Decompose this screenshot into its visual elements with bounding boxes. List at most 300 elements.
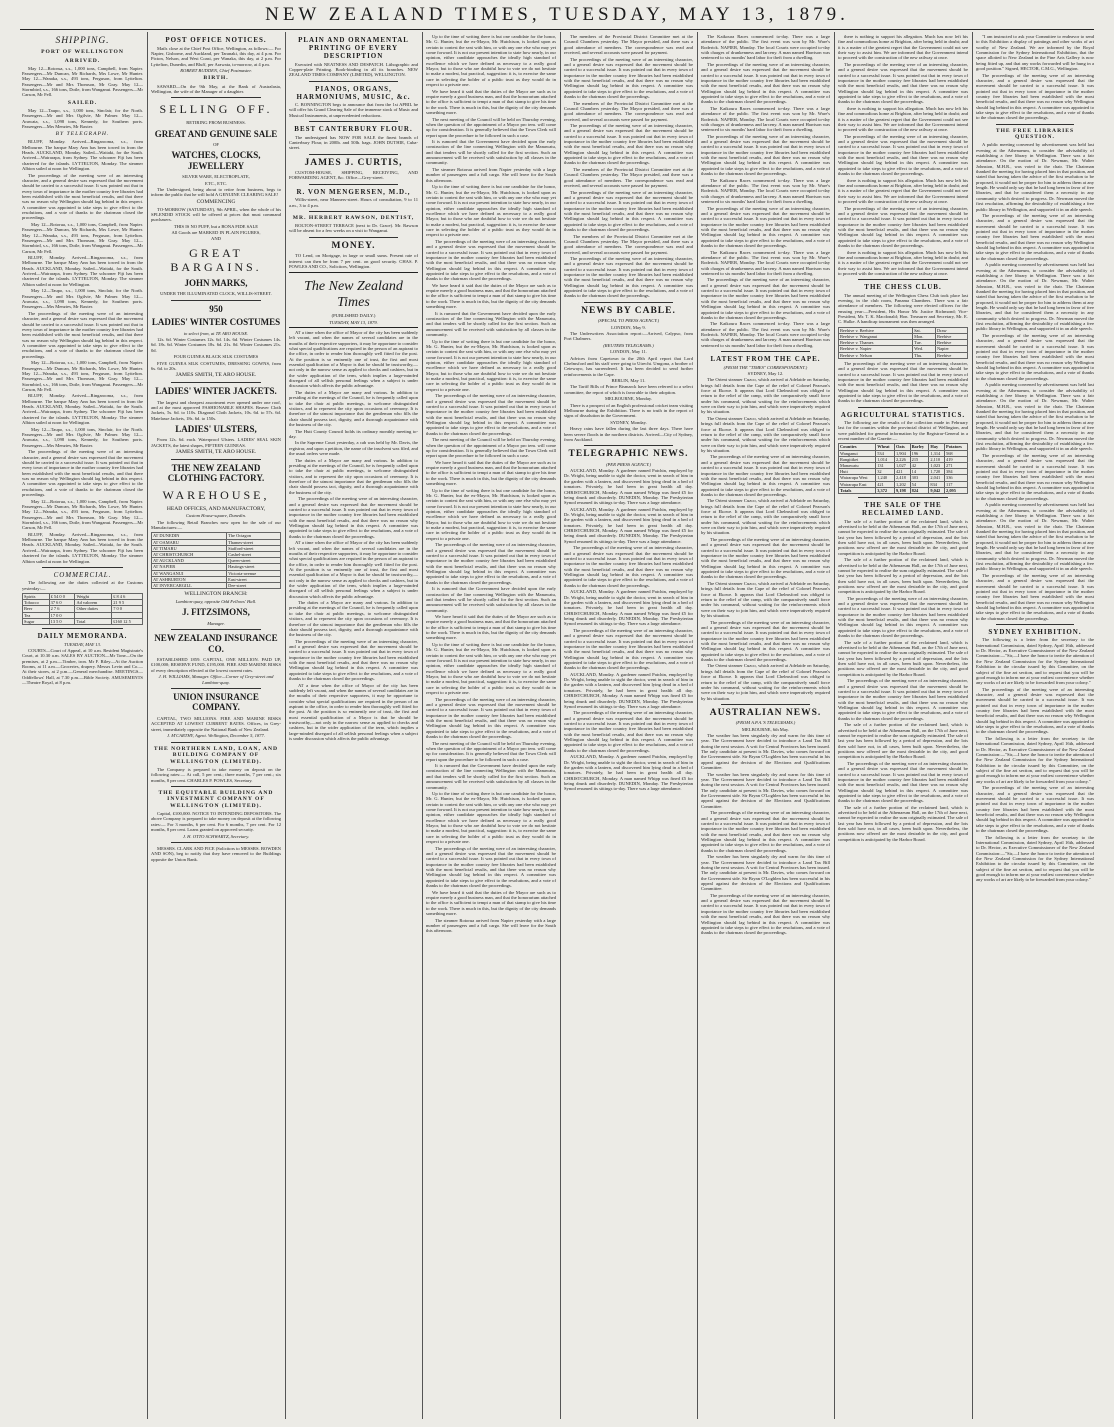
table-cell: 421	[876, 481, 895, 487]
filler-block: The sale of a further portion of the reclaimed land, which is advertised to be held at the Athenaeum Hall, on the 17th of June next, cannot be expected to realise the sum originally estimated. The sale of last year has been followed by a period of depression, and the lots then sold have not, in all cases, been built upon. Nevertheless, the positions now offered are the most desirable in the city, and good competition is anticipated by the Harbor Board. The proceedings of the meeting were of an interesting character, and a general desire was expressed that the movement should be carried to a successful issue. It was pointed out that in every town of importance in the mother country free libraries had been established with the most beneficial results, and that there was no reason why Wellington should lag behind in this respect. A committee was appointed to take steps to give effect to the resolutions, and a vote of thanks to the chairman closed the proceedings. The sale of a further portion of the reclaimed land, which is advertised to be held at the Athenaeum Hall, on the 17th of June next, cannot be expected to realise the sum originally estimated. The sale of last year has been followed by a period of depression, and the lots then sold have not, in all cases, been built upon. Nevertheless, the positions now offered are the most desirable in the city, and good competition is anticipated by the Harbor Board. The proceedings of the meeting were of an interesting character, and a general desire was expressed that the movement should be carried to a successful issue. It was pointed out that in every town of importance in the mother country free libraries had been established with the most beneficial results, and that there was no reason why Wellington should lag behind in this respect. A committee was appointed to take steps to give effect to the resolutions, and a vote of thanks to the chairman closed the proceedings. The sale of a further portion of the reclaimed land, which is advertised to be held at the Athenaeum Hall, on the 17th of June next, cannot be expected to realise the sum originally estimated. The sale of last year has been followed by a period of depression, and the lots then sold have not, in all cases, been built upon. Nevertheless, the positions now offered are the most desirable in the city, and good competition is anticipated by the Harbor Board. The proceedings of the meeting were of an interesting character, and a general desire was expressed that the movement should be carried to a successful issue. It was pointed out that in every town of importance in the mother country free libraries had been established with the most beneficial results, and that there was no reason why Wellington should lag behind in this respect. A committee was appointed to take steps to give effect to the resolutions, and a vote of thanks to the chairman closed the proceedings. The sale of a further portion of the reclaimed land, which is advertised to be held at the Athenaeum Hall, on the 17th of June next, cannot be expected to realise the sum originally estimated. The sale of last year has been followed by a period of depression, and the lots then sold have not, in all cases, been built upon. Nevertheless, the positions now offered are the most desirable in the city, and good competition is anticipated by the Harbor Board.	[838, 557, 968, 842]
shipping-heading: SHIPPING.	[55, 36, 110, 46]
separator	[584, 302, 673, 303]
agri-row	[839, 456, 968, 462]
australian-sub: (FROM A.P.A.'S TELEGRAMS.)	[735, 720, 796, 726]
table-cell: 1,240	[876, 475, 895, 481]
published-line: (PUBLISHED DAILY.)	[331, 313, 376, 319]
flour-heading: BEST CANTERBURY FLOUR.	[294, 125, 413, 134]
commercial-heading: COMMERCIAL.	[53, 570, 112, 579]
cable-text-5: Heavy rains have fallen during the last three days. There have been severe floods in the northern districts. Arrived—City of Sydney, from Auckland.	[564, 426, 693, 442]
equitable-text: Capital, £100,000. NOTICE TO INTENDING DEPOSITORS. The above Company is prepared to take money on deposit at the following rates:— For 3 months, 6 per cent. For 6 months, 7 per cent. For 12 months, 8 per cent. Loans granted on approved security.	[151, 811, 281, 833]
reclaimed-land-text: The sale of a further portion of the reclaimed land, which is advertised to be held at the Athenaeum Hall, on the 17th of June next, cannot be expected to realise the sum originally estimated. The sale of last year has been followed by a period of depression, and the lots then sold have not, in all cases, been built upon. Nevertheless, the positions now offered are the most desirable in the city, and good competition is anticipated by the Harbor Board.	[838, 518, 968, 556]
union-text: CAPITAL, TWO MILLIONS. FIRE AND MARINE RISKS ACCEPTED AT LOWEST CURRENT RATES. Offices, in Grey-street, immediately opposite the National Bank of New Zealand.	[151, 715, 281, 732]
sydney-exhibition-text: The following is a letter from the secretary to the International Commission, dated Sydney, April 16th, addressed to Dr. Hector, as Executive Commissioner of the New Zealand Commission:—"Sir,—I have the honor to invite the attention of the New Zealand Commission for the Sydney International Exhibition to the circular issued by this Committee, on the subject of the fine art section, and to request that you will be good enough to inform me at your earliest convenience whether any works of art are likely to be forwarded from your colony."	[976, 637, 1094, 686]
leader-paragraph-4: In the Supreme Court yesterday, a cab was held by Mr. Davis, the registrar, and upon a petition, the name of the insolvent was filed, and the usual orders were made.	[289, 440, 418, 457]
table-cell: £ 8 4 6	[112, 594, 143, 600]
sailed-label: SAILED.	[67, 99, 98, 106]
table-cell: 32	[876, 469, 895, 475]
dentist-text: BOLTON-STREET TERRACE (next to Dr. Grace). Mr. Rawson will be absent for a few weeks on a visit to Wanganui.	[289, 223, 418, 234]
table-cell: 117	[945, 481, 968, 487]
printing-heading: PLAIN AND ORNAMENTAL PRINTING OF EVERY DESCRIPTION	[298, 36, 409, 60]
column-rule	[560, 32, 561, 1419]
table-cell: 54	[910, 481, 929, 487]
telegraphic-text: AUCKLAND, Monday. A gardener named Patchin, employed by Dr. Wright, being unable to sight the doctor, went in search of him in the garden with a lantern, and discovered him lying dead in a bed of tomatoes. Privately, he had been in great health all day. CHRISTCHURCH, Monday. A man named Whipp was fined £5 for being drunk and disorderly. DUNEDIN, Monday. The Presbyterian Synod resumed its sittings to-day. There was a large attendance.	[564, 468, 693, 506]
etc-line: ETC., ETC.	[205, 180, 227, 186]
agri-row	[839, 481, 968, 487]
separator	[309, 211, 398, 212]
table-cell: Beehive	[935, 334, 967, 340]
table-cell: Beehive	[935, 340, 967, 346]
cable-text-4: There is a prospect of an English professional cricket team visiting Melbourne during the Exhibition. There is no truth in the report of signs of dissolution in the Government.	[564, 402, 693, 419]
leader-paragraph-2: The duties of a Mayor are many and various. In addition to presiding at the meetings of the Council, he is frequently called upon to take the chair at public meetings, to welcome distinguished visitors, and to represent the city upon occasions of ceremony. It is therefore of the utmost importance that the gentleman who fills the chair should possess tact, dignity, and a thorough acquaintance with the business of the city.	[289, 389, 418, 427]
table-cell: Queen-street	[227, 558, 281, 564]
table-cell: 196	[910, 450, 929, 456]
separator	[171, 382, 261, 383]
table-cell: Manawatu	[839, 463, 876, 469]
curtis-heading: JAMES J. CURTIS,	[304, 157, 403, 168]
table-cell: 14	[910, 469, 929, 475]
table-cell: 534	[876, 450, 895, 456]
column-6	[701, 34, 830, 1421]
table-cell: Wairarapa West	[839, 475, 876, 481]
filler-block: Up to the time of writing there is but one candidate for the honor, Mr. G. Hunter, but the ex-Mayor, Mr. Hutchison, is looked upon as certain to contest the seat with him, or with any one else who may yet come forward. It is not our present intention to state how nearly, in our opinion, either candidate approaches the ideally high standard of excellence which we have defined as necessary to a really good Mayor, but to those who are doubtful how to vote we do not hesitate to make a modest, but practical, suggestion: it is, to exercise the same care in selecting the holder of a public trust as they would do in respect to a private one. The proceedings of the meeting were of an interesting character, and a general desire was expressed that the movement should be carried to a successful issue. It was pointed out that in every town of importance in the mother country free libraries had been established with the most beneficial results, and that there was no reason why Wellington should lag behind in this respect. A committee was appointed to take steps to give effect to the resolutions, and a vote of thanks to the chairman closed the proceedings. We have heard it said that the duties of the Mayor are such as to require merely a good business man, and that the honorarium attached to the office is sufficient to tempt a man of that stamp to give his time to the work. There is much in this, but the dignity of the city demands something more. It is rumored that the Government have decided upon the early construction of the line connecting Wellington with the Manawatu, and that tenders will be shortly called for the first section. Such an announcement will be received with satisfaction by all classes in the community. Up to the time of writing there is but one candidate for the honor, Mr. G. Hunter, but the ex-Mayor, Mr. Hutchison, is looked upon as certain to contest the seat with him, or with any one else who may yet come forward. It is not our present intention to state how nearly, in our opinion, either candidate approaches the ideally high standard of excellence which we have defined as necessary to a really good Mayor, but to those who are doubtful how to vote we do not hesitate to make a modest, but practical, suggestion: it is, to exercise the same care in selecting the holder of a public trust as they would do in respect to a private one. The proceedings of the meeting were of an interesting character, and a general desire was expressed that the movement should be carried to a successful issue. It was pointed out that in every town of importance in the mother country free libraries had been established with the most beneficial results, and that there was no reason why Wellington should lag behind in this respect. A committee was appointed to take steps to give effect to the resolutions, and a vote of thanks to the chairman closed the proceedings. The next meeting of the Council will be held on Thursday evening, when the question of the appointment of a Mayor pro tem. will come up for consideration. It is generally believed that the Town Clerk will report upon the procedure to be followed in such a case. We have heard it said that the duties of the Mayor are such as to require merely a good business man, and that the honorarium attached to the office is sufficient to tempt a man of that stamp to give his time to the work. There is much in this, but the dignity of the city demands something more. Up to the time of writing there is but one candidate for the honor, Mr. G. Hunter, but the ex-Mayor, Mr. Hutchison, is looked upon as certain to contest the seat with him, or with any one else who may yet come forward. It is not our present intention to state how nearly, in our opinion, either candidate approaches the ideally high standard of excellence which we have defined as necessary to a really good Mayor, but to those who are doubtful how to vote we do not hesitate to make a modest, but practical, suggestion: it is, to exercise the same care in selecting the holder of a public trust as they would do in respect to a private one. The proceedings of the meeting were of an interesting character, and a general desire was expressed that the movement should be carried to a successful issue. It was pointed out that in every town of importance in the mother country free libraries had been established with the most beneficial results, and that there was no reason why Wellington should lag behind in this respect. A committee was appointed to take steps to give effect to the resolutions, and a vote of thanks to the chairman closed the proceedings. It is rumored that the Government have decided upon the early construction of the line connecting Wellington with the Manawatu, and that tenders will be shortly called for the first section. Such an announcement will be received with satisfaction by all classes in the community. We have heard it said that the duties of the Mayor are such as to require merely a good business man, and that the honorarium attached to the office is sufficient to tempt a man of that stamp to give his time to the work. There is much in this, but the dignity of the city demands something more. Up to the time of writing there is but one candidate for the honor, Mr. G. Hunter, but the ex-Mayor, Mr. Hutchison, is looked upon as certain to contest the seat with him, or with any one else who may yet come forward. It is not our present intention to state how nearly, in our opinion, either candidate approaches the ideally high standard of excellence which we have defined as necessary to a really good Mayor, but to those who are doubtful how to vote we do not hesitate to make a modest, but practical, suggestion: it is, to exercise the same care in selecting the holder of a public trust as they would do in respect to a private one. The proceedings of the meeting were of an interesting character, and a general desire was expressed that the movement should be carried to a successful issue. It was pointed out that in every town of importance in the mother country free libraries had been established with the most beneficial results, and that there was no reason why Wellington should lag behind in this respect. A committee was appointed to take steps to give effect to the resolutions, and a vote of thanks to the chairman closed the proceedings. The next meeting of the Council will be held on Thursday evening, when the question of the appointment of a Mayor pro tem. will come up for consideration. It is generally believed that the Town Clerk will report upon the procedure to be followed in such a case. It is rumored that the Government have decided upon the early construction of the line connecting Wellington with the Manawatu, and that tenders will be shortly called for the first section. Such an announcement will be received with satisfaction by all classes in the community. Up to the time of writing there is but one candidate for the honor, Mr. G. Hunter, but the ex-Mayor, Mr. Hutchison, is looked upon as certain to contest the seat with him, or with any one else who may yet come forward. It is not our present intention to state how nearly, in our opinion, either candidate approaches the ideally high standard of excellence which we have defined as necessary to a really good Mayor, but to those who are doubtful how to vote we do not hesitate to make a modest, but practical, suggestion: it is, to exercise the same care in selecting the holder of a public trust as they would do in respect to a private one. The proceedings of the meeting were of an interesting character, and a general desire was expressed that the movement should be carried to a successful issue. It was pointed out that in every town of importance in the mother country free libraries had been established with the most beneficial results, and that there was no reason why Wellington should lag behind in this respect. A committee was appointed to take steps to give effect to the resolutions, and a vote of thanks to the chairman closed the proceedings. We have heard it said that the duties of the Mayor are such as to require merely a good business man, and that the honorarium attached to the office is sufficient to tempt a man of that stamp to give his time to the work. There is much in this, but the dignity of the city demands something more. The steamer Rotorua arrived from Napier yesterday with a large number of passengers and a full cargo. She will leave for the South this afternoon.	[426, 184, 556, 934]
table-cell: 421	[894, 469, 910, 475]
table-cell: Victoria-avenue	[227, 570, 281, 576]
table-cell: 336	[945, 475, 968, 481]
branches-intro: The following Retail Branches now open for the sale of our Manufactures:—	[151, 519, 281, 531]
warehouse-line: WAREHOUSE,	[162, 487, 270, 502]
table-cell: 17 0 0	[49, 612, 75, 618]
filler-block: The proceedings of the meeting were of an interesting character, and a general desire was expressed that the movement should be carried to a successful issue. It was pointed out that in every town of importance in the mother country free libraries had been established with the most beneficial results, and that there was no reason why Wellington should lag behind in this respect. A committee was appointed to take steps to give effect to the resolutions, and a vote of thanks to the chairman closed the proceedings.	[976, 72, 1094, 121]
table-header: Hay	[929, 444, 945, 450]
under-clock-line: UNDER THE ILLUMINATED CLOCK, WILLIS-STREET.	[160, 291, 272, 297]
table-cell: 1,314	[929, 450, 945, 456]
table-cell: Hutt	[839, 469, 876, 475]
post-office-text: Mails close at the Chief Post Office, Wellington, as follows:— For Napier, Gisborne, and Auckland, per Taranaki, this day, at 4 p.m. For Picton, Nelson, and West Coast, per Wanaka, this day, at 2 p.m. For Lyttelton, Dunedin, and Bluff, per Arawata, to-morrow, at 4 p.m.	[151, 45, 281, 67]
table-header: Barley	[910, 444, 929, 450]
insurance-text: ESTABLISHED 1859. CAPITAL, ONE MILLION. PAID UP, £100,000; RESERVE FUND, £195,000. FIRE AND MARINE RISKS of every description effected at the lowest current rates.	[151, 657, 281, 673]
lambton-line: Lambton-quay, opposite Odd Fellows' Hall.	[175, 598, 257, 604]
cable-date-5: SYDNEY, Monday.	[610, 419, 647, 425]
table-cell: Totals	[839, 487, 876, 493]
retiring-line: RETIRING FROM BUSINESS.	[186, 120, 246, 126]
masthead-rule	[20, 29, 1094, 30]
table-cell: Wairarapa East	[839, 481, 876, 487]
table-cell: Total	[75, 618, 112, 624]
costumes-title: LADIES' WINTER COSTUMES	[151, 317, 281, 328]
chess-table	[838, 327, 968, 359]
doctor-heading: R. VON MENGERSEN, M.D.,	[296, 187, 411, 196]
flour-text: The undersigned has NOW FOR SALE the finest brands of Canterbury Flour, in 200lb. and 50lb. bags. JOHN DUTHIE, Cuba-street.	[289, 134, 418, 151]
filler-block: The proceedings of the meeting were of an interesting character, and a general desire was expressed that the movement should be carried to a successful issue. It was pointed out that in every town of importance in the mother country free libraries had been established with the most beneficial results, and that there was no reason why Wellington should lag behind in this respect. A committee was appointed to take steps to give effect to the resolutions, and a vote of thanks to the chairman closed the proceedings. The following is a letter from the secretary to the International Commission, dated Sydney, April 16th, addressed to Dr. Hector, as Executive Commissioner of the New Zealand Commission:—"Sir,—I have the honor to invite the attention of the New Zealand Commission for the Sydney International Exhibition to the circular issued by this Committee, on the subject of the fine art section, and to request that you will be good enough to inform me at your earliest convenience whether any works of art are likely to be forwarded from your colony." The proceedings of the meeting were of an interesting character, and a general desire was expressed that the movement should be carried to a successful issue. It was pointed out that in every town of importance in the mother country free libraries had been established with the most beneficial results, and that there was no reason why Wellington should lag behind in this respect. A committee was appointed to take steps to give effect to the resolutions, and a vote of thanks to the chairman closed the proceedings. The following is a letter from the secretary to the International Commission, dated Sydney, April 16th, addressed to Dr. Hector, as Executive Commissioner of the New Zealand Commission:—"Sir,—I have the honor to invite the attention of the New Zealand Commission for the Sydney International Exhibition to the circular issued by this Committee, on the subject of the fine art section, and to request that you will be good enough to inform me at your earliest convenience whether any works of art are likely to be forwarded from your colony."	[976, 686, 1094, 883]
committee-text: The members of the Provincial District Committee met at the Council Chambers yesterday. The Mayor presided, and there was a good attendance of members. The correspondence was read and received, and several accounts were passed for payment.	[564, 34, 693, 56]
table-cell: East-street	[227, 576, 281, 582]
equitable-signature: J. H. OTTO SCHWARTZ, Secretary.	[182, 833, 250, 839]
separator	[996, 624, 1074, 625]
leader-continued-4: It is rumored that the Government have decided upon the early construction of the line connecting Wellington with the Manawatu, and that tenders will be shortly called for the first section. Such an announcement will be received with satisfaction by all classes in the community.	[426, 139, 556, 166]
plain-figures-line: All Goods are MARKED IN PLAIN FIGURES,	[171, 230, 261, 236]
silver-line: SILVER WARE, ELECTROPLATE,	[182, 174, 250, 180]
telegraph-label: BY TELEGRAPH.	[55, 131, 110, 138]
table-cell: Mon.	[913, 334, 936, 340]
agri-row	[839, 463, 968, 469]
tomorrow-text: TO-MORROW (SATURDAY), 9th APRIL, when the whole of his SPLENDID STOCK will be offered at prices that must command purchasers.	[151, 206, 281, 223]
pianos-heading: PIANOS, ORGANS, HARMONIUMS, MUSIC, &c.	[296, 84, 411, 101]
agri-total-row	[839, 487, 968, 493]
latest-cape-heading: LATEST FROM THE CAPE.	[710, 355, 821, 364]
table-cell: 834	[929, 481, 945, 487]
column-3	[289, 34, 418, 1421]
table-cell: AT OAMARU	[152, 539, 227, 545]
table-cell: 2,041	[929, 475, 945, 481]
filler-block: The Orient steamer Cuzco, which arrived at Adelaide on Saturday, brings full details from the Cape of the relief of Colonel Pearson's force at Ekowe. It appears that Lord Chelmsford was obliged to return to the relief of the camp, with the comparatively small force under his command, without waiting for the reinforcements which were on their way to join him, and which were imperatively required by his situation. The proceedings of the meeting were of an interesting character, and a general desire was expressed that the movement should be carried to a successful issue. It was pointed out that in every town of importance in the mother country free libraries had been established with the most beneficial results, and that there was no reason why Wellington should lag behind in this respect. A committee was appointed to take steps to give effect to the resolutions, and a vote of thanks to the chairman closed the proceedings. The Orient steamer Cuzco, which arrived at Adelaide on Saturday, brings full details from the Cape of the relief of Colonel Pearson's force at Ekowe. It appears that Lord Chelmsford was obliged to return to the relief of the camp, with the comparatively small force under his command, without waiting for the reinforcements which were on their way to join him, and which were imperatively required by his situation. The proceedings of the meeting were of an interesting character, and a general desire was expressed that the movement should be carried to a successful issue. It was pointed out that in every town of importance in the mother country free libraries had been established with the most beneficial results, and that there was no reason why Wellington should lag behind in this respect. A committee was appointed to take steps to give effect to the resolutions, and a vote of thanks to the chairman closed the proceedings. The Orient steamer Cuzco, which arrived at Adelaide on Saturday, brings full details from the Cape of the relief of Colonel Pearson's force at Ekowe. It appears that Lord Chelmsford was obliged to return to the relief of the camp, with the comparatively small force under his command, without waiting for the reinforcements which were on their way to join him, and which were imperatively required by his situation. The proceedings of the meeting were of an interesting character, and a general desire was expressed that the movement should be carried to a successful issue. It was pointed out that in every town of importance in the mother country free libraries had been established with the most beneficial results, and that there was no reason why Wellington should lag behind in this respect. A committee was appointed to take steps to give effect to the resolutions, and a vote of thanks to the chairman closed the proceedings. The Orient steamer Cuzco, which arrived at Adelaide on Saturday, brings full details from the Cape of the relief of Colonel Pearson's force at Ekowe. It appears that Lord Chelmsford was obliged to return to the relief of the camp, with the comparatively small force under his command, without waiting for the reinforcements which were on their way to join him, and which were imperatively required by his situation.	[701, 415, 830, 701]
table-cell: 824	[910, 487, 929, 493]
chess-text-2: The proceedings of the meeting were of an interesting character, and a general desire was expressed that the movement should be carried to a successful issue. It was pointed out that in every town of importance in the mother country free libraries had been established with the most beneficial results, and that there was no reason why Wellington should lag behind in this respect. A committee was appointed to take steps to give effect to the resolutions, and a vote of thanks to the chairman closed the proceedings.	[838, 360, 968, 404]
issue-date: TUESDAY, MAY 13, 1879.	[549, 4, 849, 25]
no-puff-line: THIS IS NO PUFF, but a BONA FIDE SALE	[173, 223, 259, 229]
jackets-title: LADIES' WINTER JACKETS.	[155, 386, 277, 396]
table-cell: 384	[945, 469, 968, 475]
memoranda-date: TUESDAY, MAY 13.	[63, 641, 102, 647]
table-cell: Beehive v. Napier	[839, 346, 913, 352]
table-cell: 9,198	[894, 487, 910, 493]
table-cell: Tue.	[913, 340, 936, 346]
table-cell: Weight	[75, 594, 112, 600]
table-cell: 1,904	[894, 450, 910, 456]
libraries-text: A public meeting convened by advertisement was held last evening at the Athenaeum, to consider the advisability of establishing a free library in Wellington. There was a fair attendance. On the motion of Dr. Newman, Mr. Walter Johnston, M.H.R., was voted to the chair. The Chairman thanked the meeting for having placed him in that position, and stated that having taken the advice of the first resolution to be proposed, it would not be proper for him to address them at any length. He would only say that he had long been in favor of free libraries, and that he considered them a necessity in any community which desired to progress. Dr. Newman moved the first resolution, affirming the desirability of establishing a free public library in Wellington, and supported it in an able speech.	[976, 142, 1094, 212]
column-1	[22, 34, 143, 1421]
duties-table	[22, 593, 143, 625]
four-guinea-line: FOUR GUINEA BLACK SILK COSTUMES	[173, 354, 259, 360]
table-cell: 2,110	[929, 456, 945, 462]
column-rule	[697, 32, 698, 1419]
separator	[171, 459, 261, 460]
section-rule	[289, 272, 418, 273]
leader-paragraph-3: The Hutt County Council holds its ordinary monthly meeting to-day.	[289, 428, 418, 439]
filler-block: The proceedings of the meeting were of an interesting character, and a general desire was expressed that the movement should be carried to a successful issue. It was pointed out that in every town of importance in the mother country free libraries had been established with the most beneficial results, and that there was no reason why Wellington should lag behind in this respect. A committee was appointed to take steps to give effect to the resolutions, and a vote of thanks to the chairman closed the proceedings. there is nothing to support his allegation. Much has now left his fine and commodious home at Brighton, after being held in doubt; and it is a matter of the greatest regret that the Government could not see their way to assist him. We are informed that the Government intend to proceed with the construction of the new railway at once. The proceedings of the meeting were of an interesting character, and a general desire was expressed that the movement should be carried to a successful issue. It was pointed out that in every town of importance in the mother country free libraries had been established with the most beneficial results, and that there was no reason why Wellington should lag behind in this respect. A committee was appointed to take steps to give effect to the resolutions, and a vote of thanks to the chairman closed the proceedings. there is nothing to support his allegation. Much has now left his fine and commodious home at Brighton, after being held in doubt; and it is a matter of the greatest regret that the Government could not see their way to assist him. We are informed that the Government intend to proceed with the construction of the new railway at once. The proceedings of the meeting were of an interesting character, and a general desire was expressed that the movement should be carried to a successful issue. It was pointed out that in every town of importance in the mother country free libraries had been established with the most beneficial results, and that there was no reason why Wellington should lag behind in this respect. A committee was appointed to take steps to give effect to the resolutions, and a vote of thanks to the chairman closed the proceedings. there is nothing to support his allegation. Much has now left his fine and commodious home at Brighton, after being held in doubt; and it is a matter of the greatest regret that the Government could not see their way to assist him. We are informed that the Government intend to proceed with the construction of the new railway at once.	[838, 61, 968, 276]
table-cell: AT WANGANUI	[152, 570, 227, 576]
costumes-prices: 12s. 6d. Winter Costumes 12s. 6d. 14s. 6d. Winter Costumes 14s. 6d. 18s. 6d. Winter Costumes 18s. 6d. 21s. 0d. Winter Costumes 21s. 0d.	[151, 336, 281, 353]
head-offices-line: HEAD OFFICES, AND MANUFACTORY,	[166, 505, 266, 512]
table-cell: 9,042	[929, 487, 945, 493]
separator	[171, 786, 261, 787]
james-smith-line-2: JAMES SMITH, TE ARO HOUSE.	[175, 449, 257, 456]
leader-continued-3: The next meeting of the Council will be held on Thursday evening, when the question of the appointment of a Mayor pro tem. will come up for consideration. It is generally believed that the Town Clerk will report upon the procedure to be followed in such a case.	[426, 116, 556, 138]
table-cell: 2,095	[945, 487, 968, 493]
table-cell: 21 9 5	[112, 600, 143, 606]
table-header: Potatoes	[945, 444, 968, 450]
table-cell: AT CHRISTCHURCH	[152, 552, 227, 558]
separator	[171, 842, 261, 843]
table-header: Oats	[894, 444, 910, 450]
reclaimed-land-heading: THE SALE OF THE RECLAIMED LAND.	[862, 501, 944, 518]
column-7-continued: there is nothing to support his allegation. Much has now left his fine and commodious home at Brighton, after being held in doubt; and it is a matter of the greatest regret that the Government could not see their way to assist him. We are informed that the Government intend to proceed with the construction of the new railway at once.	[838, 34, 968, 61]
table-cell: AT ASHBURTON	[152, 576, 227, 582]
table-cell: Stafford-street	[227, 545, 281, 551]
table-cell: Wed.	[913, 346, 936, 352]
separator	[42, 628, 123, 629]
table-cell: £ 54 0 0	[49, 594, 75, 600]
selling-off-banner: SELLING OFF.	[159, 102, 273, 117]
wellington-branch-line: WELLINGTON BRANCH:	[184, 591, 248, 598]
separator	[309, 121, 398, 122]
chess-row	[839, 352, 968, 358]
separator	[858, 279, 948, 280]
latest-cape-sub: (FROM THE "TIMES" CORRESPONDENT.)	[723, 364, 808, 370]
filler-block: AUCKLAND, Monday. A gardener named Patchin, employed by Dr. Wright, being unable to sight the doctor, went in search of him in the garden with a lantern, and discovered him lying dead in a bed of tomatoes. Privately, he had been in great health all day. CHRISTCHURCH, Monday. A man named Whipp was fined £5 for being drunk and disorderly. DUNEDIN, Monday. The Presbyterian Synod resumed its sittings to-day. There was a large attendance. The proceedings of the meeting were of an interesting character, and a general desire was expressed that the movement should be carried to a successful issue. It was pointed out that in every town of importance in the mother country free libraries had been established with the most beneficial results, and that there was no reason why Wellington should lag behind in this respect. A committee was appointed to take steps to give effect to the resolutions, and a vote of thanks to the chairman closed the proceedings. AUCKLAND, Monday. A gardener named Patchin, employed by Dr. Wright, being unable to sight the doctor, went in search of him in the garden with a lantern, and discovered him lying dead in a bed of tomatoes. Privately, he had been in great health all day. CHRISTCHURCH, Monday. A man named Whipp was fined £5 for being drunk and disorderly. DUNEDIN, Monday. The Presbyterian Synod resumed its sittings to-day. There was a large attendance. The proceedings of the meeting were of an interesting character, and a general desire was expressed that the movement should be carried to a successful issue. It was pointed out that in every town of importance in the mother country free libraries had been established with the most beneficial results, and that there was no reason why Wellington should lag behind in this respect. A committee was appointed to take steps to give effect to the resolutions, and a vote of thanks to the chairman closed the proceedings. AUCKLAND, Monday. A gardener named Patchin, employed by Dr. Wright, being unable to sight the doctor, went in search of him in the garden with a lantern, and discovered him lying dead in a bed of tomatoes. Privately, he had been in great health all day. CHRISTCHURCH, Monday. A man named Whipp was fined £5 for being drunk and disorderly. DUNEDIN, Monday. The Presbyterian Synod resumed its sittings to-day. There was a large attendance. The proceedings of the meeting were of an interesting character, and a general desire was expressed that the movement should be carried to a successful issue. It was pointed out that in every town of importance in the mother country free libraries had been established with the most beneficial results, and that there was no reason why Wellington should lag behind in this respect. A committee was appointed to take steps to give effect to the resolutions, and a vote of thanks to the chairman closed the proceedings. AUCKLAND, Monday. A gardener named Patchin, employed by Dr. Wright, being unable to sight the doctor, went in search of him in the garden with a lantern, and discovered him lying dead in a bed of tomatoes. Privately, he had been in great health all day. CHRISTCHURCH, Monday. A man named Whipp was fined £5 for being drunk and disorderly. DUNEDIN, Monday. The Presbyterian Synod resumed its sittings to-day. There was a large attendance.	[564, 506, 693, 792]
column-rule	[972, 32, 973, 1419]
and-line: AND	[211, 236, 221, 242]
commencing-line: COMMENCING	[196, 198, 236, 205]
chancery-text: MESSRS. CLARK AND FICE (Solicitors to MESSRS. BOWDEN AND SON), beg to notify that they have removed to the Buildings opposite the Union Bank.	[151, 846, 281, 862]
masthead: NEW ZEALAND TIMES, TUESDAY, MAY 13, 1879.	[265, 4, 849, 25]
cable-text-1: The Underwriters Association report:—Arrived, Calypso, from Port Chalmers.	[564, 331, 693, 342]
separator	[996, 124, 1074, 125]
money-heading: MONEY.	[331, 240, 376, 251]
table-cell: Beehive v. Thames	[839, 340, 913, 346]
table-cell: Other duties	[75, 606, 112, 612]
leader-paragraph-1: AT a time when the office of Mayor of the city has been suddenly left vacant, and when the names of several candidates are in the mouths of their respective supporters, it may be opportune to consider what special qualifications are required in the person of an aspirant to the office, in order to render him thoroughly well fitted for the post. At the position is so eminently one of trust, the first and most essential qualification of a Mayor is that he should be trustworthy,—not only in the narrow sense as applied to checks and cashiers, but in the wider application of the term, which implies a large-minded disregard of all selfish personal feelings when a subject is under discussion which affects the public advantage.	[289, 329, 418, 389]
agri-row	[839, 450, 968, 456]
table-cell: 2,226	[894, 456, 910, 462]
separator	[858, 407, 948, 408]
column-rule	[147, 32, 148, 1419]
filler-block: The proceedings of the meeting were of an interesting character, and a general desire was expressed that the movement should be carried to a successful issue. It was pointed out that in every town of importance in the mother country free libraries had been established with the most beneficial results, and that there was no reason why Wellington should lag behind in this respect. A committee was appointed to take steps to give effect to the resolutions, and a vote of thanks to the chairman closed the proceedings. The members of the Provincial District Committee met at the Council Chambers yesterday. The Mayor presided, and there was a good attendance of members. The correspondence was read and received, and several accounts were passed for payment. The proceedings of the meeting were of an interesting character, and a general desire was expressed that the movement should be carried to a successful issue. It was pointed out that in every town of importance in the mother country free libraries had been established with the most beneficial results, and that there was no reason why Wellington should lag behind in this respect. A committee was appointed to take steps to give effect to the resolutions, and a vote of thanks to the chairman closed the proceedings. The members of the Provincial District Committee met at the Council Chambers yesterday. The Mayor presided, and there was a good attendance of members. The correspondence was read and received, and several accounts were passed for payment. The proceedings of the meeting were of an interesting character, and a general desire was expressed that the movement should be carried to a successful issue. It was pointed out that in every town of importance in the mother country free libraries had been established with the most beneficial results, and that there was no reason why Wellington should lag behind in this respect. A committee was appointed to take steps to give effect to the resolutions, and a vote of thanks to the chairman closed the proceedings. The members of the Provincial District Committee met at the Council Chambers yesterday. The Mayor presided, and there was a good attendance of members. The correspondence was read and received, and several accounts were passed for payment. The proceedings of the meeting were of an interesting character, and a general desire was expressed that the movement should be carried to a successful issue. It was pointed out that in every town of importance in the mother country free libraries had been established with the most beneficial results, and that there was no reason why Wellington should lag behind in this respect. A committee was appointed to take steps to give effect to the resolutions, and a vote of thanks to the chairman closed the proceedings.	[564, 56, 693, 299]
table-cell: 2,418	[894, 475, 910, 481]
table-cell: 215	[910, 456, 929, 462]
table-cell: Beehive v. Nelson	[839, 352, 913, 358]
agri-row	[839, 475, 968, 481]
column-rule	[422, 32, 423, 1419]
table-cell: Wanganui	[839, 450, 876, 456]
table-cell: 2 7 6	[49, 606, 75, 612]
table-cell: Napier	[935, 346, 967, 352]
land-loan-title: THE NORTHERN LAND, LOAN, AND BUILDING COMPANY OF WELLINGTON (LIMITED).	[153, 745, 279, 765]
table-cell: Tobacco	[23, 600, 50, 606]
equitable-title: THE EQUITABLE BUILDING AND INVESTMENT COMPANY OF WELLINGTON (LIMITED).	[158, 789, 274, 810]
separator	[858, 497, 948, 498]
exhibition-letter: "I am instructed to ask your Committee to endeavor to send to this Exhibition a display of paintings and other works of art worthy of New Zealand. We are informed by the Royal Commission for the Sydney International Exhibition, that the space allotted to New Zealand in the Fine Arts Gallery is now being fitted up, and that any works forwarded will be hung in a good position." Signed, HECTOR, C.M.G., Wellington.	[976, 34, 1094, 72]
paper-title-blackletter: The New Zealand Times	[304, 279, 403, 311]
separator	[721, 704, 810, 705]
leader-dateline: TUESDAY, MAY 13, 1879.	[329, 319, 378, 325]
table-cell: AT TIMARU	[152, 545, 227, 551]
costumes-more: FIVE GUINEA SILK COSTUMES, DRESSING GOWNS, from 6s. 6d. to 20s.	[151, 360, 281, 371]
duties-row	[23, 618, 143, 624]
separator	[171, 629, 261, 630]
latest-cape-text: The Orient steamer Cuzco, which arrived at Adelaide on Saturday, brings full details from the Cape of the relief of Colonel Pearson's force at Ekowe. It appears that Lord Chelmsford was obliged to return to the relief of the camp, with the comparatively small force under his command, without waiting for the reinforcements which were on their way to join him, and which were imperatively required by his situation.	[701, 377, 830, 415]
sale-of: OF	[213, 142, 219, 148]
australian-date: MELBOURNE, 6th May.	[741, 726, 790, 732]
costumes-number: 950	[209, 303, 223, 314]
table-cell: Spirits	[23, 594, 50, 600]
post-office-heading: POST OFFICE NOTICES.	[165, 36, 267, 44]
filler-block: The proceedings of the meeting were of an interesting character, and a general desire was expressed that the movement should be carried to a successful issue. It was pointed out that in every town of importance in the mother country free libraries had been established with the most beneficial results, and that there was no reason why Wellington should lag behind in this respect. A committee was appointed to take steps to give effect to the resolutions, and a vote of thanks to the chairman closed the proceedings. A public meeting convened by advertisement was held last evening at the Athenaeum, to consider the advisability of establishing a free library in Wellington. There was a fair attendance. On the motion of Dr. Newman, Mr. Walter Johnston, M.H.R., was voted to the chair. The Chairman thanked the meeting for having placed him in that position, and stated that having taken the advice of the first resolution to be proposed, it would not be proper for him to address them at any length. He would only say that he had long been in favor of free libraries, and that he considered them a necessity in any community which desired to progress. Dr. Newman moved the first resolution, affirming the desirability of establishing a free public library in Wellington, and supported it in an able speech. The proceedings of the meeting were of an interesting character, and a general desire was expressed that the movement should be carried to a successful issue. It was pointed out that in every town of importance in the mother country free libraries had been established with the most beneficial results, and that there was no reason why Wellington should lag behind in this respect. A committee was appointed to take steps to give effect to the resolutions, and a vote of thanks to the chairman closed the proceedings. A public meeting convened by advertisement was held last evening at the Athenaeum, to consider the advisability of establishing a free library in Wellington. There was a fair attendance. On the motion of Dr. Newman, Mr. Walter Johnston, M.H.R., was voted to the chair. The Chairman thanked the meeting for having placed him in that position, and stated that having taken the advice of the first resolution to be proposed, it would not be proper for him to address them at any length. He would only say that he had long been in favor of free libraries, and that he considered them a necessity in any community which desired to progress. Dr. Newman moved the first resolution, affirming the desirability of establishing a free public library in Wellington, and supported it in an able speech. The proceedings of the meeting were of an interesting character, and a general desire was expressed that the movement should be carried to a successful issue. It was pointed out that in every town of importance in the mother country free libraries had been established with the most beneficial results, and that there was no reason why Wellington should lag behind in this respect. A committee was appointed to take steps to give effect to the resolutions, and a vote of thanks to the chairman closed the proceedings. A public meeting convened by advertisement was held last evening at the Athenaeum, to consider the advisability of establishing a free library in Wellington. There was a fair attendance. On the motion of Dr. Newman, Mr. Walter Johnston, M.H.R., was voted to the chair. The Chairman thanked the meeting for having placed him in that position, and stated that having taken the advice of the first resolution to be proposed, it would not be proper for him to address them at any length. He would only say that he had long been in favor of free libraries, and that he considered them a necessity in any community which desired to progress. Dr. Newman moved the first resolution, affirming the desirability of establishing a free public library in Wellington, and supported it in an able speech. The proceedings of the meeting were of an interesting character, and a general desire was expressed that the movement should be carried to a successful issue. It was pointed out that in every town of importance in the mother country free libraries had been established with the most beneficial results, and that there was no reason why Wellington should lag behind in this respect. A committee was appointed to take steps to give effect to the resolutions, and a vote of thanks to the chairman closed the proceedings.	[976, 213, 1094, 621]
filler-block: The duties of a Mayor are many and various. In addition to presiding at the meetings of the Council, he is frequently called upon to take the chair at public meetings, to welcome distinguished visitors, and to represent the city upon occasions of ceremony. It is therefore of the utmost importance that the gentleman who fills the chair should possess tact, dignity, and a thorough acquaintance with the business of the city. The proceedings of the meeting were of an interesting character, and a general desire was expressed that the movement should be carried to a successful issue. It was pointed out that in every town of importance in the mother country free libraries had been established with the most beneficial results, and that there was no reason why Wellington should lag behind in this respect. A committee was appointed to take steps to give effect to the resolutions, and a vote of thanks to the chairman closed the proceedings. AT a time when the office of Mayor of the city has been suddenly left vacant, and when the names of several candidates are in the mouths of their respective supporters, it may be opportune to consider what special qualifications are required in the person of an aspirant to the office, in order to render him thoroughly well fitted for the post. At the position is so eminently one of trust, the first and most essential qualification of a Mayor is that he should be trustworthy,—not only in the narrow sense as applied to checks and cashiers, but in the wider application of the term, which implies a large-minded disregard of all selfish personal feelings when a subject is under discussion which affects the public advantage. The duties of a Mayor are many and various. In addition to presiding at the meetings of the Council, he is frequently called upon to take the chair at public meetings, to welcome distinguished visitors, and to represent the city upon occasions of ceremony. It is therefore of the utmost importance that the gentleman who fills the chair should possess tact, dignity, and a thorough acquaintance with the business of the city. The proceedings of the meeting were of an interesting character, and a general desire was expressed that the movement should be carried to a successful issue. It was pointed out that in every town of importance in the mother country free libraries had been established with the most beneficial results, and that there was no reason why Wellington should lag behind in this respect. A committee was appointed to take steps to give effect to the resolutions, and a vote of thanks to the chairman closed the proceedings. AT a time when the office of Mayor of the city has been suddenly left vacant, and when the names of several candidates are in the mouths of their respective supporters, it may be opportune to consider what special qualifications are required in the person of an aspirant to the office, in order to render him thoroughly well fitted for the post. At the position is so eminently one of trust, the first and most essential qualification of a Mayor is that he should be trustworthy,—not only in the narrow sense as applied to checks and cashiers, but in the wider application of the term, which implies a large-minded disregard of all selfish personal feelings when a subject is under discussion which affects the public advantage.	[289, 457, 418, 742]
filler-block: The proceedings of the meeting were of an interesting character, and a general desire was expressed that the movement should be carried to a successful issue. It was pointed out that in every town of importance in the mother country free libraries had been established with the most beneficial results, and that there was no reason why Wellington should lag behind in this respect. A committee was appointed to take steps to give effect to the resolutions, and a vote of thanks to the chairman closed the proceedings. May 12—Rotorua, s.s., 1,000 tons, Campbell, from Napier. Passengers—Mr Duncan, Mr Richards, Mrs Lowe, Mr Hunter. May 12—Wanaka, s.s., 493 tons, Ferguson, from Lyttelton. Passengers—Mr and Mrs Thomson, Mr Gray. May 12—Stormbird, s.s., 166 tons, Doile, from Wanganui. Passengers—Mr Carson, Mr Fell. BLUFF, Monday. Arrived—Ringarooma, s.s., from Melbourne. The barque Mary Ann has been towed in from the Heads. AUCKLAND, Monday. Sailed—Waitaki, for the South. Arrived—Wairarapa, from Sydney. The schooner Fiji has been chartered for the islands. LYTTELTON, Monday. The steamer Albion sailed at noon for Wellington. May 12—Taupo, s.s., 1,000 tons, Sinclair, for the North. Passengers—Mr and Mrs Ogilvie, Mr Palmer. May 12—Arawata, s.s., 1,098 tons, Kennedy, for Southern ports. Passengers—Mrs Menzies, Mr Baxter. The proceedings of the meeting were of an interesting character, and a general desire was expressed that the movement should be carried to a successful issue. It was pointed out that in every town of importance in the mother country free libraries had been established with the most beneficial results, and that there was no reason why Wellington should lag behind in this respect. A committee was appointed to take steps to give effect to the resolutions, and a vote of thanks to the chairman closed the proceedings. May 12—Rotorua, s.s., 1,000 tons, Campbell, from Napier. Passengers—Mr Duncan, Mr Richards, Mrs Lowe, Mr Hunter. May 12—Wanaka, s.s., 493 tons, Ferguson, from Lyttelton. Passengers—Mr and Mrs Thomson, Mr Gray. May 12—Stormbird, s.s., 166 tons, Doile, from Wanganui. Passengers—Mr Carson, Mr Fell. BLUFF, Monday. Arrived—Ringarooma, s.s., from Melbourne. The barque Mary Ann has been towed in from the Heads. AUCKLAND, Monday. Sailed—Waitaki, for the South. Arrived—Wairarapa, from Sydney. The schooner Fiji has been chartered for the islands. LYTTELTON, Monday. The steamer Albion sailed at noon for Wellington. May 12—Taupo, s.s., 1,000 tons, Sinclair, for the North. Passengers—Mr and Mrs Ogilvie, Mr Palmer. May 12—Arawata, s.s., 1,098 tons, Kennedy, for Southern ports. Passengers—Mrs Menzies, Mr Baxter. The proceedings of the meeting were of an interesting character, and a general desire was expressed that the movement should be carried to a successful issue. It was pointed out that in every town of importance in the mother country free libraries had been established with the most beneficial results, and that there was no reason why Wellington should lag behind in this respect. A committee was appointed to take steps to give effect to the resolutions, and a vote of thanks to the chairman closed the proceedings. May 12—Rotorua, s.s., 1,000 tons, Campbell, from Napier. Passengers—Mr Duncan, Mr Richards, Mrs Lowe, Mr Hunter. May 12—Wanaka, s.s., 493 tons, Ferguson, from Lyttelton. Passengers—Mr and Mrs Thomson, Mr Gray. May 12—Stormbird, s.s., 166 tons, Doile, from Wanganui. Passengers—Mr Carson, Mr Fell. BLUFF, Monday. Arrived—Ringarooma, s.s., from Melbourne. The barque Mary Ann has been towed in from the Heads. AUCKLAND, Monday. Sailed—Waitaki, for the South. Arrived—Wairarapa, from Sydney. The schooner Fiji has been chartered for the islands. LYTTELTON, Monday. The steamer Albion sailed at noon for Wellington.	[22, 172, 143, 564]
table-cell: 13 5 0	[49, 618, 75, 624]
table-cell: 419	[945, 456, 968, 462]
separator	[171, 300, 261, 301]
doctor-text: Willis-street, near Manners-street. Hours of consultation, 9 to 11 a.m., 3 to 4 p.m.	[289, 197, 418, 208]
table-cell: Dee-street	[227, 583, 281, 589]
sydney-exhibition-heading: SYDNEY EXHIBITION.	[988, 627, 1082, 636]
table-cell: Draw	[935, 327, 967, 333]
cable-date-3: BERLIN, May 11.	[611, 378, 646, 384]
separator	[171, 742, 261, 743]
table-cell: Hastings-street	[227, 564, 281, 570]
table-cell: Beehive v. Wanganui	[839, 334, 913, 340]
latest-cape-date: SYDNEY, May 12.	[747, 370, 784, 376]
branch-row	[152, 583, 281, 589]
table-cell: AT INVERCARGILL	[152, 583, 227, 589]
agricultural-intro: The following are the results of the collection made in February last for the counties within the provincial district of Wellington, and were published for general information by the Registrar-General in a recent number of the Gazette:—	[838, 420, 968, 442]
table-cell: Rangitikei	[839, 456, 876, 462]
union-agent: J. M'CARTHY, Agent. Wellington, December 5, 1877.	[166, 733, 266, 739]
ulsters-text: From 12s. 6d. each. Waterproof Ulsters. LADIES' SEAL SKIN JACKETS, the latest shapes, FIFTEEN GUINEAS.	[151, 437, 281, 448]
table-header: Counties	[839, 444, 876, 450]
table-cell: 3,372	[876, 487, 895, 493]
table-cell: Beehive v. Beehive	[839, 327, 913, 333]
reuters-line: (REUTERS TELEGRAMS.)	[603, 342, 654, 348]
table-cell: Beehive	[935, 352, 967, 358]
telegraphic-heading: TELEGRAPHIC NEWS.	[568, 449, 689, 460]
cable-news-heading: NEWS BY CABLE.	[581, 305, 676, 316]
manager-line: Manager.	[207, 620, 225, 626]
postmaster-signature: ROBERT BUDDEN, Chief Postmaster.	[180, 68, 252, 74]
table-cell: 1,014	[876, 456, 895, 462]
memoranda-text: COURTS—Court of Appeal, at 10 a.m. Resident Magistrate's Court, at 10.30 a.m. SALES BY AUCTION—Mr Tone—On the premises, at 2 p.m.—Timber, iron. Mr F. Riley—At the Auction Rooms, at 11 a.m.—Groceries, drapery. Messrs Levin and Co.—At their stores, at 2 p.m.—General merchandise. MEETINGS—Oddfellows' Hall, at 7.30 p.m.—Bible Society. AMUSEMENTS—Theatre Royal, at 8 p.m.	[22, 647, 143, 685]
cable-text-2: Advices from Capetown to the 20th April report that Lord Chelmsford and his staff were going to Utrecht. Umgona, a brother of Cetewayo, has surrendered. It has been decided to send further reinforcements to the Cape.	[564, 355, 693, 377]
james-smith-line: JAMES SMITH, TE ARO HOUSE.	[175, 372, 257, 379]
separator	[721, 351, 810, 352]
table-cell: Sugar	[23, 618, 50, 624]
separator	[309, 184, 398, 185]
australian-heading: AUSTRALIAN NEWS.	[709, 707, 822, 718]
watches-line: WATCHES, CLOCKS, JEWELLERY	[171, 150, 261, 171]
separator	[42, 567, 123, 568]
ulsters-title: LADIES' ULSTERS,	[175, 423, 257, 434]
column-rule	[834, 32, 835, 1419]
special-line: (SPECIAL TO PRESS AGENCY.)	[597, 318, 660, 324]
table-cell: Ad valorem	[75, 600, 112, 606]
separator	[584, 445, 673, 446]
sale-text: The Undersigned, being about to retire from business, begs to inform the public that he will hold A GENUINE CLEARING SALE!	[151, 187, 281, 198]
separator	[309, 154, 398, 155]
insurance-title: NEW ZEALAND INSURANCE CO.	[154, 633, 278, 654]
branches-table	[151, 532, 281, 589]
leader-continued: Up to the time of writing there is but one candidate for the honor, Mr. G. Hunter, but the ex-Mayor, Mr. Hutchison, is looked upon as certain to contest the seat with him, or with any one else who may yet come forward. It is not our present intention to state how nearly, in our opinion, either candidate approaches the ideally high standard of excellence which we have defined as necessary to a really good Mayor, but to those who are doubtful how to vote we do not hesitate to make a modest, but practical, suggestion: it is, to exercise the same care in selecting the holder of a public trust as they would do in respect to a private one.	[426, 34, 556, 88]
commercial-intro: The following are the duties collected at the Customs yesterday:—	[22, 580, 143, 591]
column-7	[838, 34, 968, 1421]
curtis-text: CUSTOM-HOUSE, SHIPPING, RECEIVING, AND FORWARDING AGENT, &c. Office—Grey-street.	[289, 170, 418, 181]
table-cell: 568	[945, 450, 968, 456]
chess-heading: THE CHESS CLUB.	[864, 283, 942, 292]
arrivals-text: May 12—Rotorua, s.s., 1,000 tons, Campbell, from Napier. Passengers—Mr Duncan, Mr Richards, Mrs Lowe, Mr Hunter. May 12—Wanaka, s.s., 493 tons, Ferguson, from Lyttelton. Passengers—Mr and Mrs Thomson, Mr Gray. May 12—Stormbird, s.s., 166 tons, Doile, from Wanganui. Passengers—Mr Carson, Mr Fell.	[22, 65, 143, 98]
jackets-text: The largest and cheapest assortment ever opened under one roof, and at the most approved FASHIONABLE SHAPES. Beaver Cloth Jackets, 5s. 6d. to 110s. Diagonal Cloth Jackets, 10s. 6d. to 57s. 6d. Matelasse Jackets, 18s. 6d. to 150s.	[151, 399, 281, 421]
port-heading: PORT OF WELLINGTON	[41, 49, 124, 55]
table-cell: Thames-street	[227, 539, 281, 545]
column-4	[426, 34, 556, 1421]
table-cell: AT DUNEDIN	[152, 533, 227, 539]
table-cell: Cashel-street	[227, 552, 281, 558]
table-cell: 271	[945, 463, 968, 469]
table-cell: 1,027	[894, 463, 910, 469]
cable-date-1: LONDON, May 9.	[611, 324, 646, 330]
table-cell: 1,720	[929, 469, 945, 475]
land-loan-text: The Company is prepared to take money on deposit on the following rates:— At call, 5 per cent.; three months, 7 per cent.; six months, 8 per cent. CHARLES P. POWLES, Secretary.	[151, 766, 281, 783]
table-cell: Tea	[23, 612, 50, 618]
departures-text: May 12—Taupo, s.s., 1,000 tons, Sinclair, for the North. Passengers—Mr and Mrs Ogilvie, Mr Palmer. May 12—Arawata, s.s., 1,098 tons, Kennedy, for Southern ports. Passengers—Mrs Menzies, Mr Baxter.	[22, 107, 143, 129]
table-cell: Thu.	[913, 352, 936, 358]
leader-continued-5: The steamer Rotorua arrived from Napier yesterday with a large number of passengers and a full cargo. She will leave for the South this afternoon.	[426, 167, 556, 183]
castle-line: Custom House-square, Dunedin.	[185, 513, 247, 519]
costumes-sub: to select from, at TE ARO HOUSE.	[183, 330, 249, 336]
dentist-heading: MR. HERBERT RAWSON, DENTIST,	[292, 214, 415, 221]
filler-block: The proceedings of the meeting were of an interesting character, and a general desire was expressed that the movement should be carried to a successful issue. It was pointed out that in every town of importance in the mother country free libraries had been established with the most beneficial results, and that there was no reason why Wellington should lag behind in this respect. A committee was appointed to take steps to give effect to the resolutions, and a vote of thanks to the chairman closed the proceedings. The Kaikoura Races commenced to-day. There was a large attendance of the public. The first event was won by Mr. Ware's Roderick. NAPIER, Monday. The local Courts were occupied to-day with charges of drunkenness and larceny. A man named Harrison was sentenced to six months' hard labor for theft from a dwelling. The proceedings of the meeting were of an interesting character, and a general desire was expressed that the movement should be carried to a successful issue. It was pointed out that in every town of importance in the mother country free libraries had been established with the most beneficial results, and that there was no reason why Wellington should lag behind in this respect. A committee was appointed to take steps to give effect to the resolutions, and a vote of thanks to the chairman closed the proceedings. The Kaikoura Races commenced to-day. There was a large attendance of the public. The first event was won by Mr. Ware's Roderick. NAPIER, Monday. The local Courts were occupied to-day with charges of drunkenness and larceny. A man named Harrison was sentenced to six months' hard labor for theft from a dwelling. The proceedings of the meeting were of an interesting character, and a general desire was expressed that the movement should be carried to a successful issue. It was pointed out that in every town of importance in the mother country free libraries had been established with the most beneficial results, and that there was no reason why Wellington should lag behind in this respect. A committee was appointed to take steps to give effect to the resolutions, and a vote of thanks to the chairman closed the proceedings. The Kaikoura Races commenced to-day. There was a large attendance of the public. The first event was won by Mr. Ware's Roderick. NAPIER, Monday. The local Courts were occupied to-day with charges of drunkenness and larceny. A man named Harrison was sentenced to six months' hard labor for theft from a dwelling. The proceedings of the meeting were of an interesting character, and a general desire was expressed that the movement should be carried to a successful issue. It was pointed out that in every town of importance in the mother country free libraries had been established with the most beneficial results, and that there was no reason why Wellington should lag behind in this respect. A committee was appointed to take steps to give effect to the resolutions, and a vote of thanks to the chairman closed the proceedings. The Kaikoura Races commenced to-day. There was a large attendance of the public. The first event was won by Mr. Ware's Roderick. NAPIER, Monday. The local Courts were occupied to-day with charges of drunkenness and larceny. A man named Harrison was sentenced to six months' hard labor for theft from a dwelling.	[701, 61, 830, 348]
arrived-label: ARRIVED.	[64, 57, 101, 64]
cable-date-4: MELBOURNE, Monday.	[604, 396, 653, 402]
table-cell: Sat.	[913, 327, 936, 333]
table-cell: Beer	[23, 606, 50, 612]
table-cell: 42	[910, 463, 929, 469]
table-cell: 1,023	[929, 463, 945, 469]
section-rule	[289, 327, 418, 328]
per-agency-line: (PER PRESS AGENCY.)	[605, 461, 652, 467]
table-cell: 37 6 0	[49, 600, 75, 606]
column-8	[976, 34, 1094, 1421]
table-cell: 303	[910, 475, 929, 481]
separator	[171, 97, 261, 98]
pianos-text: C. BONNINGTON begs to announce that from the 1st APRIL he will offer his Grand Clearing Sale of the immense stock of Music and Musical Instruments, at unprecedented reductions.	[289, 102, 418, 118]
leader-continued-2: We have heard it said that the duties of the Mayor are such as to require merely a good business man, and that the honorarium attached to the office is sufficient to tempt a man of that stamp to give his time to the work. There is much in this, but the dignity of the city demands something more.	[426, 88, 556, 115]
table-cell: AT AUCKLAND	[152, 558, 227, 564]
birth-heading: BIRTH.	[203, 75, 229, 82]
clothing-factory-title: THE NEW ZEALAND CLOTHING FACTORY.	[167, 462, 265, 484]
cable-text-3: The Tariff Bills of Prince Bismarck have been referred to a select committee, the report of which is favorable to their adoption.	[564, 384, 693, 395]
table-cell: 7 0 0	[112, 606, 143, 612]
great-sale-line: GREAT AND GENUINE SALE	[154, 128, 278, 139]
insurance-agent: J. H. WILLIAMS, Manager. Office—Corner of Grey-street and Lambton-quay.	[158, 674, 274, 685]
birth-text: SAWARD—On the 9th May, at the Bank of Australasia, Wellington, the wife of the Manager of a daughter.	[151, 83, 281, 94]
table-header: Wheat	[876, 444, 895, 450]
telegraphic-continued: The Kaikoura Races commenced to-day. There was a large attendance of the public. The first event was won by Mr. Ware's Roderick. NAPIER, Monday. The local Courts were occupied to-day with charges of drunkenness and larceny. A man named Harrison was sentenced to six months' hard labor for theft from a dwelling.	[701, 34, 830, 61]
great-bargains-line: GREAT BARGAINS.	[170, 245, 262, 274]
chess-text: The annual meeting of the Wellington Chess Club took place last evening, in the club room, Panama Chambers. There was a fair attendance of members. The following were elected officers for the ensuing year:—President, His Honor Mr. Justice Richmond; Vice-President, Mr. T. K. Macdonald; Hon. Treasurer and Secretary, Mr. E. C. Hulke. A handicap tournament was then arranged.	[838, 292, 968, 325]
australian-text: The weather has been singularly dry and warm for this time of year. The Government have decided to introduce a Land Tax Bill during the next session. A writ for Central Provinces has been issued. The only candidate at present is Mr. Davies, who comes forward on the Government side. Sir Bryan O'Loghlen has been successful in his appeal against the decision of the Elections and Qualifications Committee.	[701, 733, 830, 771]
libraries-heading: THE FREE LIBRARIES QUESTION.	[995, 127, 1075, 141]
john-marks-line: JOHN MARKS,	[184, 277, 248, 288]
fitzsimons-line: J. FITZSIMONS,	[182, 607, 250, 618]
agricultural-heading: AGRICULTURAL STATISTICS.	[840, 410, 966, 419]
cable-date-2: LONDON, May 11.	[610, 349, 647, 355]
table-cell: £160 12 5	[112, 618, 143, 624]
table-cell: 131	[876, 463, 895, 469]
union-title: UNION INSURANCE COMPANY.	[173, 691, 259, 713]
column-rule	[285, 32, 286, 1419]
separator	[309, 237, 398, 238]
separator	[171, 688, 261, 689]
memoranda-heading: DAILY MEMORANDA.	[37, 632, 128, 641]
paper-name: NEW ZEALAND TIMES	[265, 4, 532, 25]
printing-text: Executed with NEATNESS AND DESPATCH. Lithographic and Copper-plate Printing. Book-binding in all its branches. NEW ZEALAND TIMES COMPANY (LIMITED), WELLINGTON.	[289, 61, 418, 78]
table-cell: AT NAPIER	[152, 564, 227, 570]
table-cell: 1,202	[894, 481, 910, 487]
shipping-telegraph-text: BLUFF, Monday. Arrived—Ringarooma, s.s., from Melbourne. The barque Mary Ann has been towed in from the Heads. AUCKLAND, Monday. Sailed—Waitaki, for the South. Arrived—Wairarapa, from Sydney. The schooner Fiji has been chartered for the islands. LYTTELTON, Monday. The steamer Albion sailed at noon for Wellington.	[22, 139, 143, 172]
table-cell: The Octagon	[227, 533, 281, 539]
money-text: TO Lend, on Mortgage, in large or small sums. Present rate of interest can then be from 7 per cent. on good security. CHAS. P. POWLES AND CO., Solicitors, Wellington.	[289, 253, 418, 269]
agricultural-table	[838, 443, 968, 494]
